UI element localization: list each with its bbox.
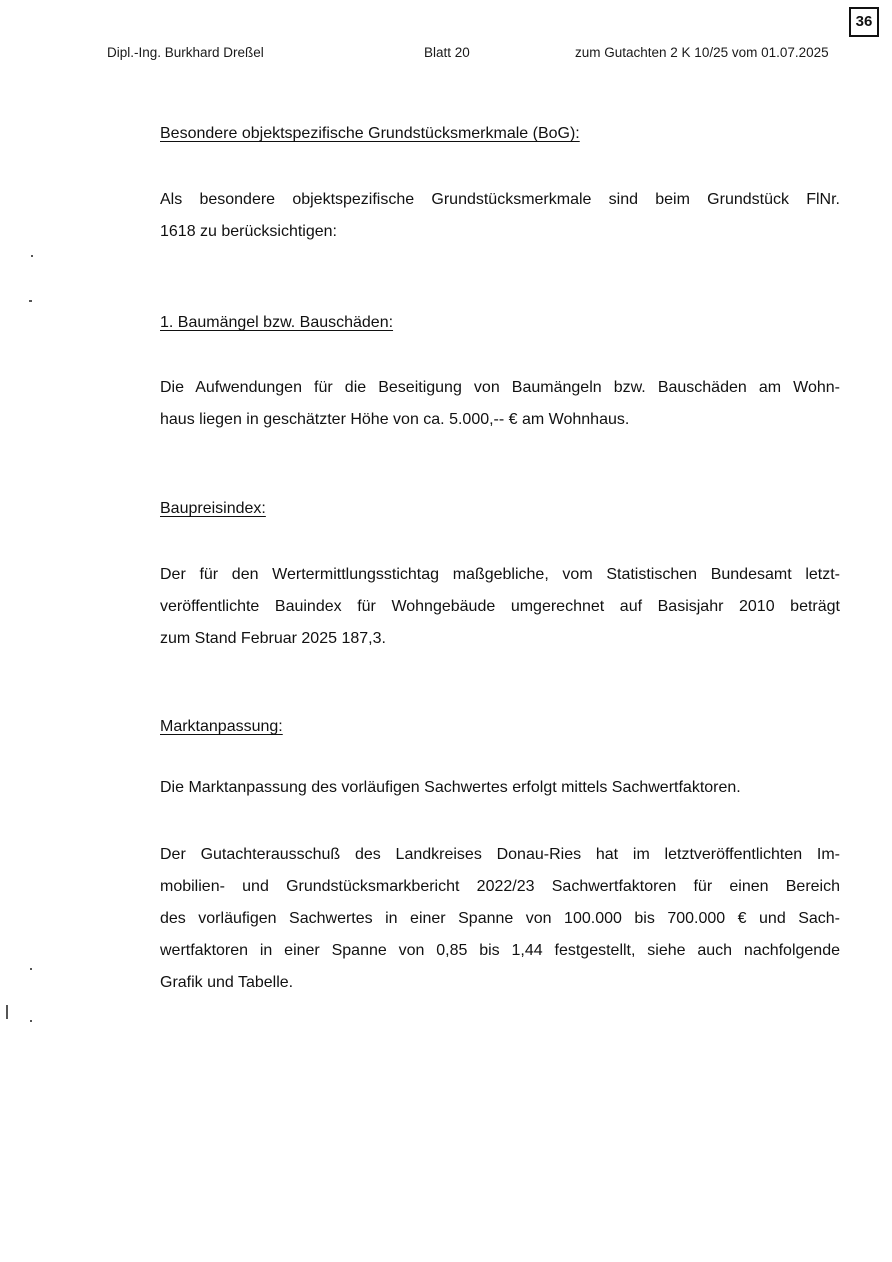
page-number-badge: 36	[849, 7, 879, 37]
paragraph-line: veröffentlichte Bauindex für Wohngebäude umgerechnet auf Basisjahr 2010 beträgt	[160, 598, 840, 615]
paragraph-line: zum Stand Februar 2025 187,3.	[160, 630, 386, 647]
scan-speck	[30, 968, 32, 970]
heading-bog: Besondere objektspezifische Grundstücksmerkmale (BoG):	[160, 125, 580, 142]
scan-speck	[29, 300, 32, 302]
paragraph-marktanpassung-intro	[160, 772, 840, 804]
scan-speck	[31, 255, 33, 257]
paragraph-line: Der Gutachterausschuß des Landkreises Donau-Ries hat im letztveröffentlichten Im-	[160, 846, 840, 863]
paragraph-line: Der für den Wertermittlungsstichtag maßgebliche, vom Statistischen Bundesamt letzt-	[160, 566, 840, 583]
paragraph-line: Die Marktanpassung des vorläufigen Sachwertes erfolgt mittels Sachwertfaktoren.	[160, 779, 741, 796]
scan-speck	[30, 1020, 32, 1022]
header-author: Dipl.-Ing. Burkhard Dreßel	[107, 45, 264, 60]
paragraph-line: Als besondere objektspezifische Grundstücksmerkmale sind beim Grundstück FlNr.	[160, 191, 840, 208]
paragraph-bog	[160, 184, 840, 248]
paragraph-baupreisindex	[160, 559, 840, 655]
header-reference: zum Gutachten 2 K 10/25 vom 01.07.2025	[575, 45, 829, 60]
header-sheet-number: Blatt 20	[424, 45, 470, 60]
paragraph-line: haus liegen in geschätzter Höhe von ca. 5.000,-- € am Wohnhaus.	[160, 411, 630, 428]
paragraph-line: mobilien- und Grundstücksmarkbericht 2022/23 Sachwertfaktoren für einen Bereich	[160, 878, 840, 895]
heading-baupreisindex: Baupreisindex:	[160, 500, 266, 517]
paragraph-line: 1618 zu berücksichtigen:	[160, 223, 337, 240]
heading-marktanpassung: Marktanpassung:	[160, 718, 283, 735]
paragraph-line: wertfaktoren in einer Spanne von 0,85 bis 1,44 festgestellt, siehe auch nachfolgende	[160, 942, 840, 959]
heading-baumaengel: 1. Baumängel bzw. Bauschäden:	[160, 314, 394, 331]
paragraph-baumaengel	[160, 372, 840, 436]
paragraph-line: Die Aufwendungen für die Beseitigung von Baumängeln bzw. Bauschäden am Wohn-	[160, 379, 840, 396]
paragraph-line: des vorläufigen Sachwertes in einer Spanne von 100.000 bis 700.000 € und Sach-	[160, 910, 840, 927]
paragraph-marktanpassung-details	[160, 839, 840, 999]
scan-edge-mark	[6, 1005, 8, 1019]
paragraph-line: Grafik und Tabelle.	[160, 974, 294, 991]
